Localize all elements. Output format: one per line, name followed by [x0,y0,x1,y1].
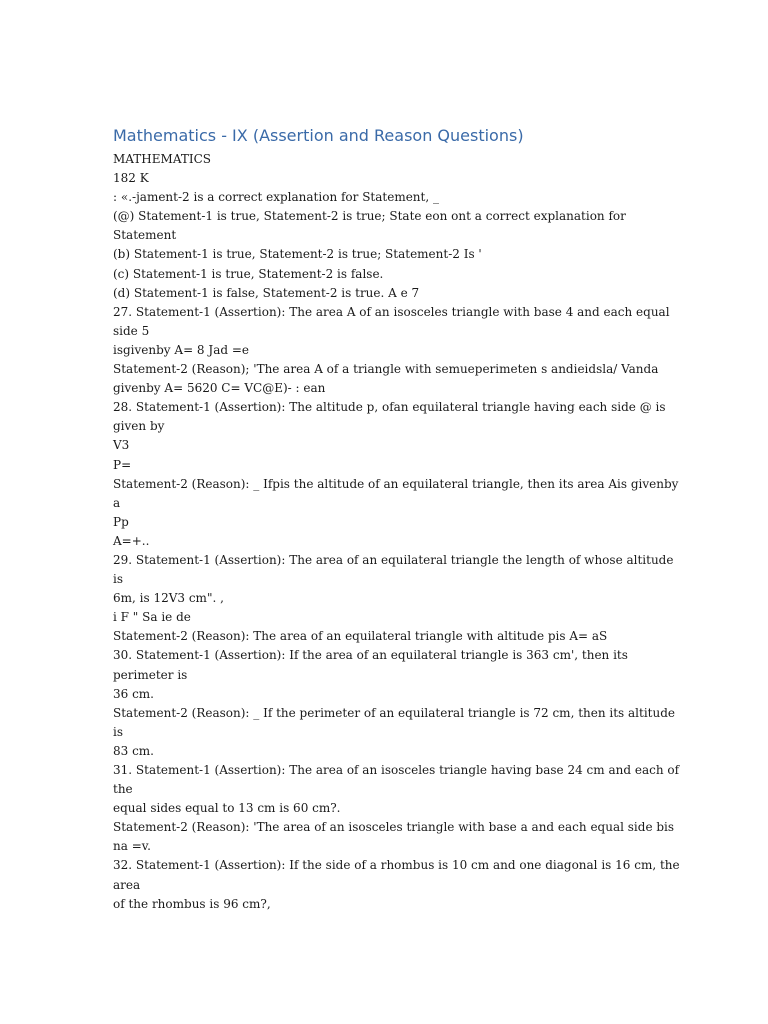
text-line: the [113,782,133,797]
text-line: 31. Statement-1 (Assertion): The area of an isosceles triangle having base 24 cm and each of [113,763,680,777]
text-line: perimeter is [113,667,188,682]
text-line: V3 [113,438,130,453]
text-line: MATHEMATICS [113,152,211,166]
text-line: A=+.. [113,533,150,548]
text-line: givenby A= 5620 C= VC@E)- : ean [113,381,326,396]
text-line: : «.-jament-2 is a correct explanation for Statement, _ [113,190,439,205]
text-line: 30. Statement-1 (Assertion): If the area of an equilateral triangle is 363 cm', then its [113,648,628,663]
text-line: a [113,495,121,510]
text-line: given by [113,419,165,434]
document-page [113,124,680,914]
text-line: (c) Statement-1 is true, Statement-2 is false. [113,266,384,281]
text-line: Statement-2 (Reason): The area of an equilateral triangle with altitude pis A= aS [113,629,608,644]
text-line: Statement-2 (Reason): _ Ifpis the altitude of an equilateral triangle, then its area Ais givenby [113,476,679,491]
text-line: Pp [113,514,129,529]
text-line: equal sides equal to 13 cm is 60 cm?. [113,801,341,816]
text-line: Statement [113,228,177,243]
text-line: na =v. [113,839,151,854]
text-line: (d) Statement-1 is false, Statement-2 is true. A e 7 [113,285,420,300]
text-line: (b) Statement-1 is true, Statement-2 is true; Statement-2 Is ' [113,247,482,262]
text-line: isgivenby A= 8 Jad =e [113,342,250,357]
text-line: Statement-2 (Reason); 'The area A of a triangle with semueperimeten s andieidsla/ Vanda [113,362,659,377]
text-line: 36 cm. [113,686,154,701]
text-line: 6m, is 12V3 cm". , [113,591,224,606]
text-line: (@) Statement-1 is true, Statement-2 is true; State eon ont a correct explanation for [113,209,626,224]
text-line: side 5 [113,323,150,338]
text-line: i F " Sa ie de [113,610,191,625]
text-line: 29. Statement-1 (Assertion): The area of an equilateral triangle the length of whose altitude [113,552,674,567]
text-line: of the rhombus is 96 cm?, [113,896,271,911]
text-line: is [113,572,123,587]
text-line: Statement-2 (Reason): _ If the perimeter of an equilateral triangle is 72 cm, then its altitude [113,705,676,720]
text-line: area [113,877,141,892]
text-line: P= [113,457,132,472]
document-body [113,150,680,914]
text-line: 28. Statement-1 (Assertion): The altitude p, ofan equilateral triangle having each side @ is [113,400,666,415]
text-line: 83 cm. [113,743,154,758]
document-title: Mathematics - IX (Assertion and Reason Questions) [113,126,524,145]
text-line: is [113,724,123,739]
text-line: 27. Statement-1 (Assertion): The area A of an isosceles triangle with base 4 and each equal [113,304,670,319]
text-line: 32. Statement-1 (Assertion): If the side of a rhombus is 10 cm and one diagonal is 16 cm, the [113,858,680,873]
text-line: Statement-2 (Reason): 'The area of an isosceles triangle with base a and each equal side bis [113,820,675,835]
text-line: 182 K [113,171,149,186]
